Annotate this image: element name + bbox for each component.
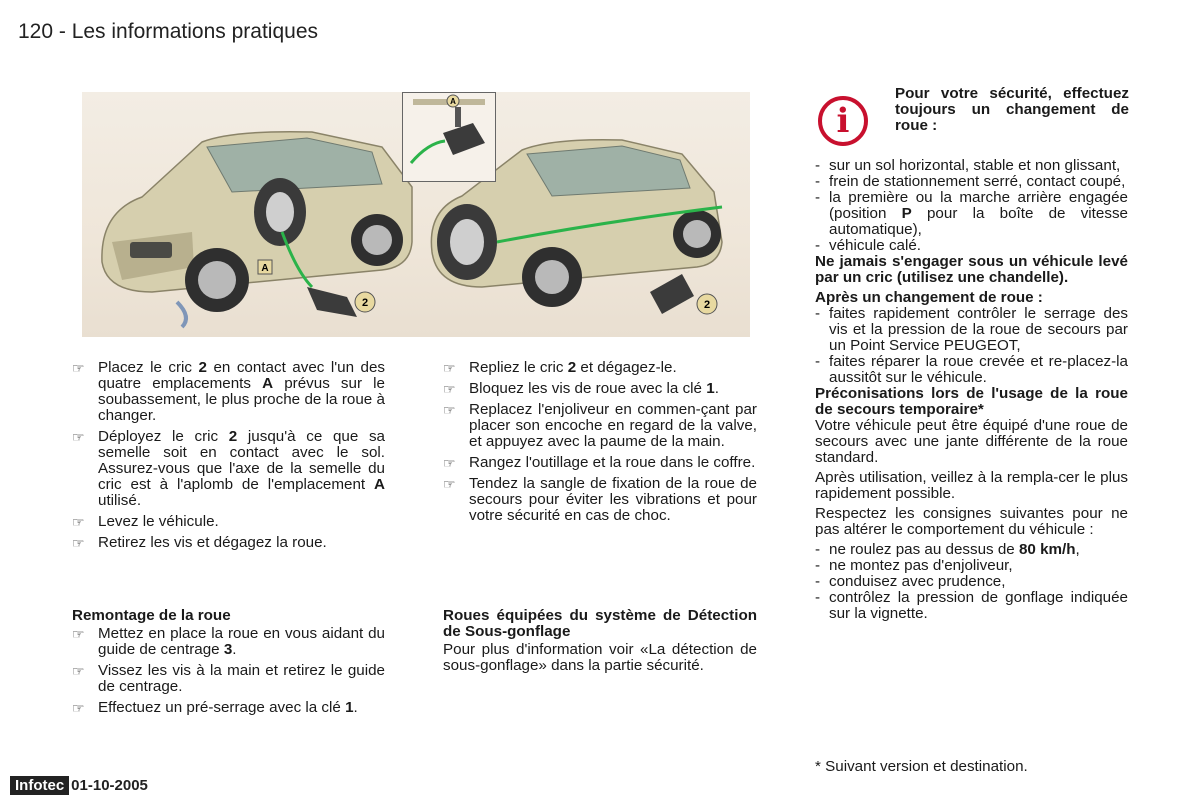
section-heading: Préconisations lors de l'usage de la roue de secours temporaire* xyxy=(815,385,1128,418)
pointing-hand-icon: ☞ xyxy=(443,455,456,471)
list-item: - contrôlez la pression de gonflage indiquée sur la vignette. xyxy=(815,589,1128,622)
pointing-hand-icon: ☞ xyxy=(72,429,85,445)
section-heading: Roues équipées du système de Détection de Sous-gonflage xyxy=(443,607,757,640)
pointing-hand-icon: ☞ xyxy=(72,700,85,716)
list-item: ☞ Retirez les vis et dégagez la roue. xyxy=(72,534,327,551)
label-2-marker-right xyxy=(697,294,717,314)
detection-section xyxy=(443,608,757,674)
page-footer xyxy=(10,776,148,796)
list-item: - faites réparer la roue crevée et re-placez-la aussitôt sur le véhicule. xyxy=(815,353,1128,386)
list-item: ☞ Déployez le cric 2 jusqu'à ce que sa semelle soit en contact avec le sol. Assurez-vous que l'axe de la semelle du cric est à l'aplomb de l'emplacement A utilisé. xyxy=(72,428,385,509)
paragraph: Après utilisation, veillez à la rempla-cer le plus rapidement possible. xyxy=(815,469,1128,502)
list-item: - faites rapidement contrôler le serrage des vis et la pression de la roue de secours par un Point Service PEUGEOT, xyxy=(815,305,1128,354)
pointing-hand-icon: ☞ xyxy=(72,360,85,376)
list-item: - la première ou la marche arrière engagée (position P pour la boîte de vitesse automatique), xyxy=(815,189,1128,238)
paragraph: Respectez les consignes suivantes pour ne pas altérer le comportement du véhicule : xyxy=(815,505,1128,538)
warning-text: Ne jamais s'engager sous un véhicule levé par un cric (utilisez une chandelle). xyxy=(815,253,1128,286)
list-item: ☞ Placez le cric 2 en contact avec l'un des quatre emplacements A prévus sur le soubassement, le plus proche de la roue à changer. xyxy=(72,359,385,424)
pointing-hand-icon: ☞ xyxy=(72,535,85,551)
list-item: ☞ Mettez en place la roue en vous aidant du guide de centrage 3. xyxy=(72,625,385,658)
svg-text:2: 2 xyxy=(703,299,711,311)
list-item: - sur un sol horizontal, stable et non glissant, xyxy=(815,157,1121,174)
section-text: Pour plus d'information voir «La détection de sous-gonflage» dans la partie sécurité. xyxy=(443,641,757,674)
footer-date: 01-10-2005 xyxy=(71,777,148,794)
pointing-hand-icon: ☞ xyxy=(443,360,456,376)
list-item: - conduisez avec prudence, xyxy=(815,573,1006,590)
pointing-hand-icon: ☞ xyxy=(443,381,456,397)
pointing-hand-icon: ☞ xyxy=(72,514,85,530)
label-2-marker-left xyxy=(355,292,375,312)
list-item: - ne montez pas d'enjoliveur, xyxy=(815,557,1013,574)
middle-column xyxy=(443,360,757,529)
pointing-hand-icon: ☞ xyxy=(72,626,85,642)
footnote: * Suivant version et destination. xyxy=(815,758,1028,775)
list-item: - ne roulez pas au dessus de 80 km/h, xyxy=(815,541,1080,558)
section-heading: Remontage de la roue xyxy=(72,607,231,624)
pointing-hand-icon: ☞ xyxy=(443,476,456,492)
pointing-hand-icon: ☞ xyxy=(443,402,456,418)
list-item: ☞ Effectuez un pré-serrage avec la clé 1. xyxy=(72,699,358,716)
section-heading: Après un changement de roue : xyxy=(815,289,1043,306)
left-column xyxy=(72,360,385,556)
list-item: ☞ Vissez les vis à la main et retirez le guide de centrage. xyxy=(72,662,385,695)
list-item: ☞ Replacez l'enjoliveur en commen-çant par placer son encoche en regard de la valve, et appuyez avec la paume de la main. xyxy=(443,401,757,450)
remontage-section xyxy=(72,608,385,721)
safety-info-box xyxy=(818,86,1130,156)
list-item: ☞ Repliez le cric 2 et dégagez-le. xyxy=(443,359,677,376)
svg-text:A: A xyxy=(261,263,269,274)
paragraph: Votre véhicule peut être équipé d'une roue de secours avec une jante différente de la roue standard. xyxy=(815,417,1128,466)
label-a-marker xyxy=(258,260,272,274)
infotec-logo: Infotec xyxy=(10,776,69,795)
svg-text:2: 2 xyxy=(361,297,369,309)
jack-detail-inset xyxy=(402,92,496,182)
list-item: ☞ Bloquez les vis de roue avec la clé 1. xyxy=(443,380,719,397)
svg-text:A: A xyxy=(450,97,456,106)
info-icon: i xyxy=(818,96,868,146)
page-title: 120 - Les informations pratiques xyxy=(18,20,318,43)
safety-info-text: Pour votre sécurité, effectuez toujours un changement de roue : xyxy=(895,85,1129,134)
list-item: ☞ Levez le véhicule. xyxy=(72,513,219,530)
list-item: - véhicule calé. xyxy=(815,237,922,254)
list-item: ☞ Rangez l'outillage et la roue dans le coffre. xyxy=(443,454,756,471)
pointing-hand-icon: ☞ xyxy=(72,663,85,679)
right-column xyxy=(815,158,1128,622)
list-item: ☞ Tendez la sangle de fixation de la roue de secours pour éviter les vibrations et pour votre sécurité en cas de choc. xyxy=(443,475,757,524)
list-item: - frein de stationnement serré, contact coupé, xyxy=(815,173,1126,190)
